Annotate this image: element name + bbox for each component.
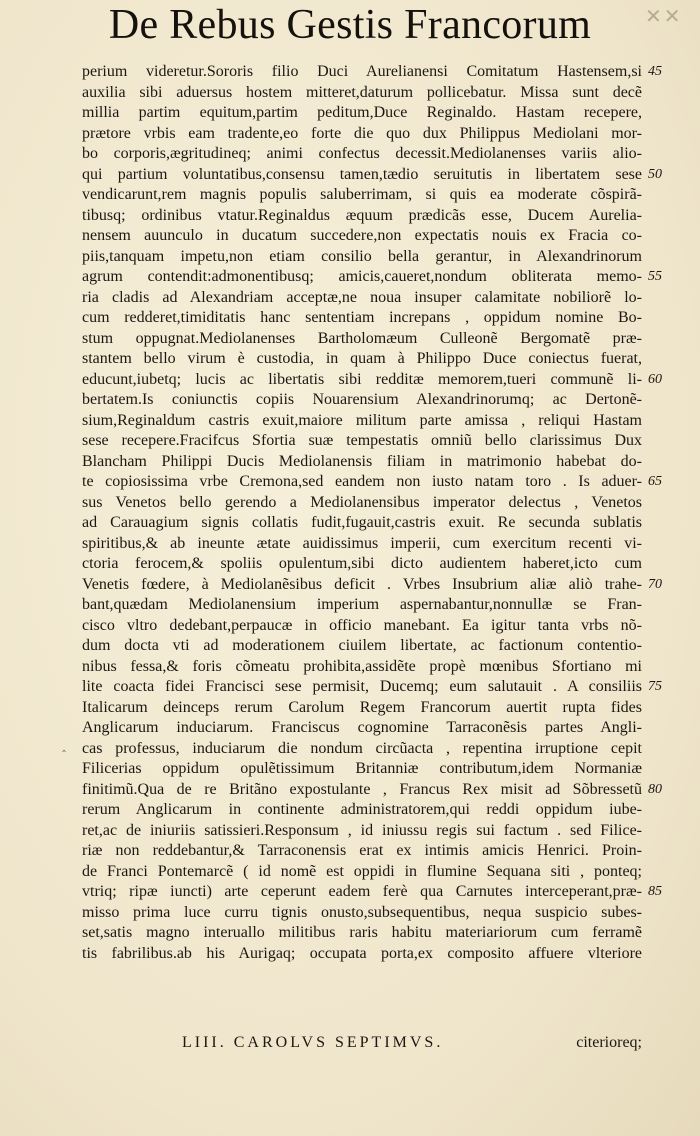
faded-mark: ✕✕: [645, 4, 683, 28]
text-line: [82, 493, 642, 514]
line-text: piis,tanquam impetu,non etiam consilio bella gerantur, in Alexandrinorum: [82, 247, 642, 265]
line-text: ria cladis ad Alexandriam acceptæ,ne noua insuper calamitate nobiliorẽ lo-: [82, 288, 642, 306]
line-text: educunt,iubetq; lucis ac libertatis sibi redditæ memorem,tueri communẽ li-: [82, 370, 642, 388]
line-text: sium,Reginaldum castris exuit,maiore militum parte amissa , reliqui Hastam: [82, 411, 642, 429]
line-text: perium videretur.Sororis filio Duci Aurelianensi Comitatum Hastensem,si: [82, 63, 642, 80]
text-line: [82, 411, 642, 432]
text-line: [82, 103, 642, 124]
line-text: Anglicarum induciarum. Franciscus cognomine Tarraconẽsis partes Angli-: [82, 719, 642, 736]
body-text: [82, 62, 662, 964]
text-line: [82, 944, 642, 965]
margin-line-number: 75: [648, 679, 662, 694]
line-text: vtriq; ripæ iuncti) arte ceperunt eadem ferè qua Carnutes interceperant,præ-: [82, 883, 642, 900]
margin-line-number: 50: [648, 166, 662, 182]
text-line: [82, 165, 662, 186]
text-line: [82, 185, 642, 206]
line-text: bant,quædam Mediolanensium imperium aspernabantur,nonnullæ se Fran-: [82, 596, 642, 613]
line-text: lite coacta fidei Francisci sese permisit, Ducemq; eum salutauit . A consiliis: [82, 678, 642, 695]
text-line: [82, 124, 642, 145]
text-line: [82, 472, 662, 493]
line-text: auxilia sibi aduersus hostem mitteret,daturum pollicebatur. Missa sunt decẽ: [82, 83, 642, 101]
line-text: spiritibus,& ab ineunte ætate auidissimus imperii, cum exercitum recenti vi-: [82, 534, 642, 552]
line-text: misso prima luce curru tignis onusto,subsequentibus, nequa suspicio subes-: [82, 903, 642, 921]
line-text: Venetis fœdere, à Mediolanẽsibus deficit . Vrbes Insubrium aliæ aliò trahe-: [82, 575, 642, 593]
line-text: ad Carauagium signis collatis fudit,fugauit,castris exuit. Re secunda sublatis: [82, 514, 642, 531]
line-text: stantem bello virum è custodia, in quam à Philippo Duce coniectus fuerat,: [82, 350, 642, 367]
line-text: dum docta vti ad moderationem ciuilem libertate, ac factionum contentio-: [82, 637, 642, 654]
text-line: [82, 370, 662, 391]
line-text: millia partim equitum,partim peditum,Duce Reginaldo. Hastam recepere,: [82, 104, 642, 121]
text-line: [82, 575, 662, 596]
text-line: [82, 923, 642, 944]
line-text: nensem auunculo in ducatum succedere,non expectatis nouis ex Fracia co-: [82, 227, 642, 244]
line-text: finitimũ.Qua de re Britãno expostulante , Francus Rex misit ad Sõbressetũ: [82, 780, 642, 798]
text-line: [82, 83, 642, 104]
text-line: [82, 206, 642, 227]
line-text: sus Venetos bello gerendo a Mediolanensibus imperator delectus , Venetos: [82, 493, 642, 511]
text-line: [82, 636, 642, 657]
line-text: te copiosissima vrbe Cremona,sed eandem non iusto natam toro . Is aduer-: [82, 473, 642, 490]
text-line: [82, 657, 642, 678]
line-text: Italicarum deinceps rerum Carolum Regem Francorum auertit rupta fides: [82, 698, 642, 716]
text-line: [82, 554, 642, 575]
running-title: LIII. CAROLVS SEPTIMVS.: [182, 1034, 444, 1051]
line-text: de Franci Pontemarcẽ ( id nomẽ est oppidi in flumine Sequana siti , ponteq;: [82, 862, 642, 880]
text-line: [82, 390, 642, 411]
text-line: [82, 718, 642, 739]
text-line: [82, 800, 642, 821]
text-line: [82, 247, 642, 268]
text-line: [82, 329, 642, 350]
text-line: [82, 308, 642, 329]
margin-line-number: 55: [648, 269, 662, 284]
text-line: [82, 882, 662, 903]
text-line: [82, 780, 662, 801]
page-title: De Rebus Gestis Francorum: [108, 2, 592, 48]
margin-line-number: 65: [648, 474, 662, 489]
line-text: vendicarunt,rem magnis populis saluberrimam, si quis ea moderate cõspirã-: [82, 186, 642, 203]
line-text: cas professus, induciarum die nondum circũacta , repentina irruptione cepit: [82, 739, 642, 757]
catchword: citerioreq;: [576, 1034, 642, 1051]
margin-line-number: 60: [648, 371, 662, 387]
line-text: tis fabrilibus.ab his Aurigaq; occupata porta,ex composito affuere vlteriore: [82, 944, 642, 962]
text-line: [82, 903, 642, 924]
line-text: cum redderet,timiditatis hanc sententiam increpans , oppidum nomine Bo-: [82, 309, 642, 326]
margin-line-number: 80: [648, 781, 662, 797]
text-line: [82, 349, 642, 370]
text-line: [82, 698, 642, 719]
line-text: riæ non reddebantur,& Tarraconensis erat ex intimis amicis Henrici. Proin-: [82, 842, 642, 859]
text-line: [82, 821, 642, 842]
line-text: cisco vltro dedebant,perpaucæ in officio manebant. Ea igitur tanta vrbs nõ-: [82, 616, 642, 634]
margin-line-number: 70: [648, 576, 662, 592]
text-line: [82, 759, 642, 780]
line-text: prætore vrbis eam tradente,eo forte die quo dux Philippus Mediolani mor-: [82, 124, 642, 142]
line-text: bo corporis,ægritudineq; animi confectus decessit.Mediolanenses variis alio-: [82, 145, 642, 162]
line-text: ret,ac de iniuriis satissieri.Responsum , id iniussu regis sui factum . sed Filice-: [82, 821, 642, 839]
text-line: [82, 595, 642, 616]
page-footer: [82, 1034, 642, 1056]
text-line: [82, 616, 642, 637]
text-line: [82, 62, 662, 83]
line-text: ctoria ferocem,& spoliis opulentum,sibi dicto audientem haberet,icto cum: [82, 555, 642, 572]
text-line: [82, 267, 662, 288]
text-line: [82, 513, 642, 534]
line-text: nibus fessa,& foris cõmeatu prohibita,assidẽte propè mœnibus Sfortiano mi: [82, 657, 642, 675]
text-line: [82, 739, 642, 760]
line-text: tibusq; ordinibus vtatur.Reginaldus æquum prædicãs esse, Ducem Aurelia-: [82, 206, 642, 224]
text-line: [82, 144, 642, 165]
line-text: Blancham Philippi Ducis Mediolanensis filiam in matrimonio habebat do-: [82, 452, 642, 470]
margin-line-number: 45: [648, 64, 662, 79]
line-text: sese recepere.Fracifcus Sfortia suæ tempestatis omniũ bello clarissimus Dux: [82, 432, 642, 449]
text-line: [82, 288, 642, 309]
text-line: [82, 534, 642, 555]
text-line: [82, 677, 662, 698]
line-text: stum oppugnat.Mediolanenses Bartholomæum Culleonẽ Bergomatẽ præ-: [82, 329, 642, 347]
text-line: [82, 841, 642, 862]
line-text: bertatem.Is coniunctis copiis Nouarensium Alexandrinorumq; ac Dertonẽ-: [82, 391, 642, 408]
line-text: Filicerias oppidum opulẽtissimum Britanniæ contributum,idem Normaniæ: [82, 760, 642, 777]
line-text: agrum contendit:admonentibusq; amicis,caueret,nondum obliterata memo-: [82, 268, 642, 285]
text-line: [82, 226, 642, 247]
line-text: set,satis magno interuallo militibus raris habitu materiariorum cum ferramẽ: [82, 924, 642, 941]
line-text: rerum Anglicarum in continente administratorem,qui reddi oppidum iube-: [82, 801, 642, 818]
text-line: [82, 431, 642, 452]
margin-line-number: 85: [648, 884, 662, 899]
text-line: [82, 862, 642, 883]
text-line: [82, 452, 642, 473]
margin-tick-mark: ‸: [62, 738, 67, 752]
line-text: qui partium voluntatibus,consensu tamen,tædio seruitutis in libertatem sese: [82, 165, 642, 183]
